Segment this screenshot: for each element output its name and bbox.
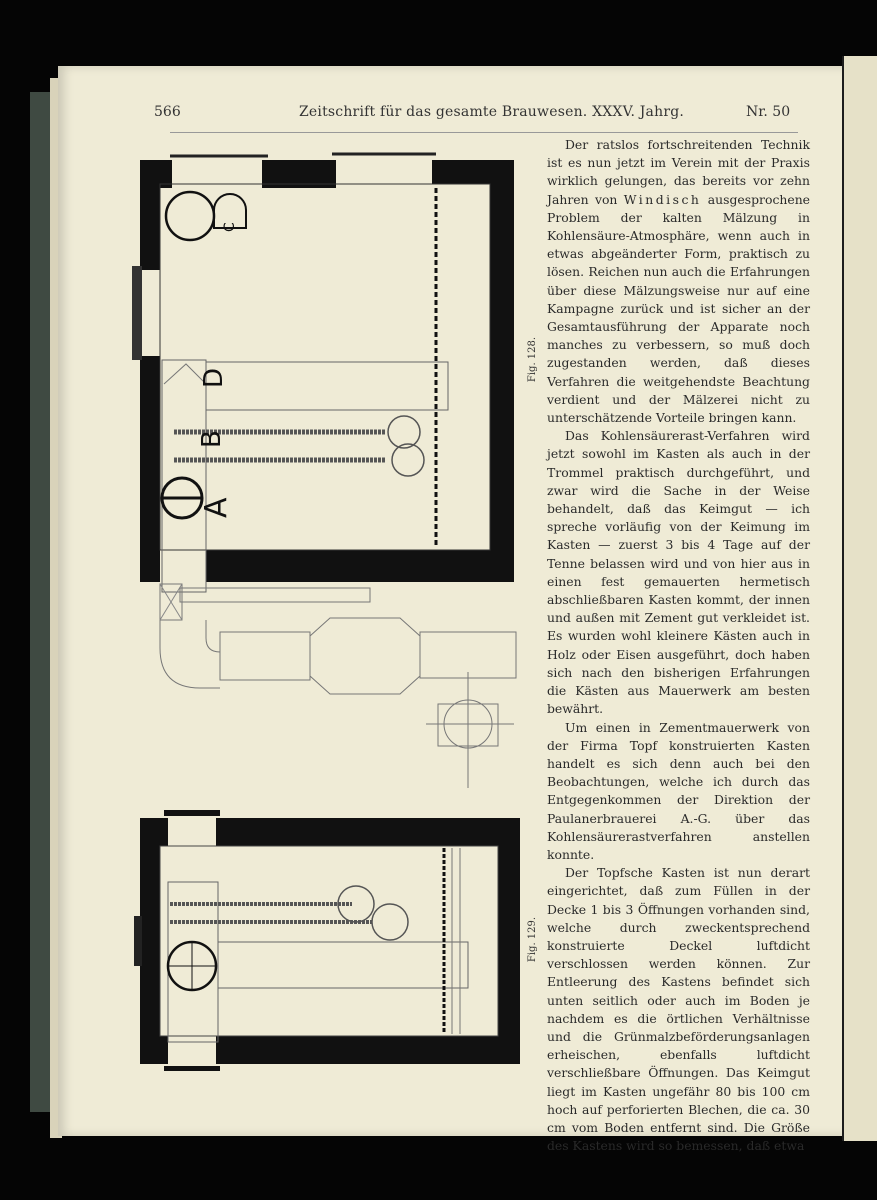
channel bbox=[218, 942, 468, 988]
marker-b: B bbox=[197, 430, 227, 448]
marker-c: C bbox=[222, 222, 238, 232]
marker-a: A bbox=[199, 497, 234, 518]
duct-outlet bbox=[420, 632, 516, 678]
discharge-chute bbox=[162, 360, 206, 592]
chamber-outline bbox=[160, 846, 498, 1036]
author-name: Windisch bbox=[623, 191, 702, 207]
fan-housing bbox=[310, 618, 420, 694]
article-text bbox=[547, 136, 810, 1155]
fig-128-caption: Fig. 128. bbox=[527, 336, 539, 383]
valve-lower bbox=[392, 444, 424, 476]
duct-horizontal bbox=[180, 588, 370, 602]
wall-top bbox=[216, 818, 520, 846]
paragraph-2: Das Kohlensäurerast-Verfahren wird jetzt sowohl im Kasten als auch in der Trommel praktisch durchgeführt, und zwar wird die Sache in der Weise behandelt, daß das Keimgut — ich spreche vorläufig von der Keimung im Kasten — zuerst 3 bis 4 Tage auf der Tenne belassen wird und von hier aus in einen fest gemauerten hermetisch abschließbaren Kasten kommt, der innen und außen mit Zement gut verkleidet ist. Es wurden wohl kleinere Kästen auch in Holz oder Eisen ausgeführt, doch haben sich nach den bisherigen Erfahrungen die Kästen aus Mauerwerk am besten bewährt. bbox=[547, 428, 810, 717]
door-frame bbox=[134, 916, 142, 966]
door-frame bbox=[132, 266, 142, 360]
wall-right bbox=[490, 160, 514, 580]
running-header bbox=[154, 104, 804, 134]
wall-right bbox=[498, 818, 520, 1064]
wall-left-lower bbox=[140, 356, 160, 582]
duct-bend-outer bbox=[160, 620, 220, 688]
duct-bend-inner bbox=[206, 620, 220, 652]
fig-129-drawing bbox=[134, 810, 520, 1071]
figures-drawing bbox=[130, 148, 530, 1078]
chamber-outline bbox=[160, 184, 490, 550]
fig-128-drawing bbox=[132, 154, 516, 788]
wall-bottom bbox=[216, 1036, 520, 1064]
issue-number: Nr. 50 bbox=[746, 104, 791, 120]
paragraph-1-end: ausgesprochene Problem der kalten Mälzung in Kohlensäure-Atmosphäre, wenn auch in etwas abgeänderter Form, praktisch zu lösen. Reichen nun auch die Erfahrungen über diese Mälzungsweise nur auf eine Kampagne zurück und ist sicher an der Gesamtausführung der Apparate noch manches zu verbessern, so muß doch zugestanden werden, daß dieses Verfahren die weitgehendste Beachtung verdient und der Mälzerei nicht zu unterschätzende Vorteile bringen kann. bbox=[547, 191, 811, 426]
paragraph-1 bbox=[547, 136, 810, 427]
paragraph-4: Der Topfsche Kasten ist nun derart eingerichtet, daß zum Füllen in der Decke 1 bis 3 Öffnungen vorhanden sind, welche durch zweckentsprechend konstruierte Deckel luftdicht verschlossen werden können. Zur Entleerung des Kastens befindet sich unten seitlich oder auch im Boden je nachdem es die örtlichen Verhältnisse und die Grünmalzbeförderungsanlagen erheischen, ebenfalls luftdicht verschließbare Öffnungen. Das Keimgut liegt im Kasten ungefähr 80 bis 100 cm hoch auf perforierten Blechen, die ca. 30 cm vom Boden entfernt sind. Die Größe des Kastens wird so bemessen, daß etwa bbox=[547, 865, 810, 1154]
header-rule bbox=[170, 132, 798, 133]
wall-left bbox=[140, 160, 160, 270]
fill-opening-circle bbox=[166, 192, 214, 240]
valve-upper bbox=[388, 416, 420, 448]
journal-title: Zeitschrift für das gesamte Brauwesen. XXXV. Jahrg. bbox=[299, 104, 685, 120]
marker-d: D bbox=[199, 367, 229, 388]
wall-segment bbox=[140, 1036, 168, 1064]
upper-channel bbox=[206, 362, 448, 410]
next-page-edge bbox=[842, 56, 877, 1141]
page-number: 566 bbox=[154, 104, 181, 120]
valve-lower bbox=[372, 904, 408, 940]
top-opening-frame bbox=[164, 810, 220, 816]
paragraph-3: Um einen in Zementmauerwerk von der Firma Topf konstruierten Kasten handelt es sich denn auch bei den Beobachtungen, welche ich durch das Entgegenkommen der Direktion der Paulanerbrauerei A.-G. über das Kohlensäurerastverfahren anstellen konnte. bbox=[547, 719, 810, 862]
duct-section bbox=[220, 632, 310, 680]
bottom-opening-frame bbox=[164, 1066, 220, 1071]
paragraph-1-start: Der ratslos fortschreitenden Technik ist es nun jetzt im Verein mit der Praxis wirklich gelungen, das bereits vor zehn Jahren von bbox=[547, 137, 810, 207]
wall-left bbox=[140, 818, 160, 1064]
wall-bottom bbox=[206, 550, 514, 582]
fig-129-caption: Fig. 129. bbox=[527, 916, 539, 963]
